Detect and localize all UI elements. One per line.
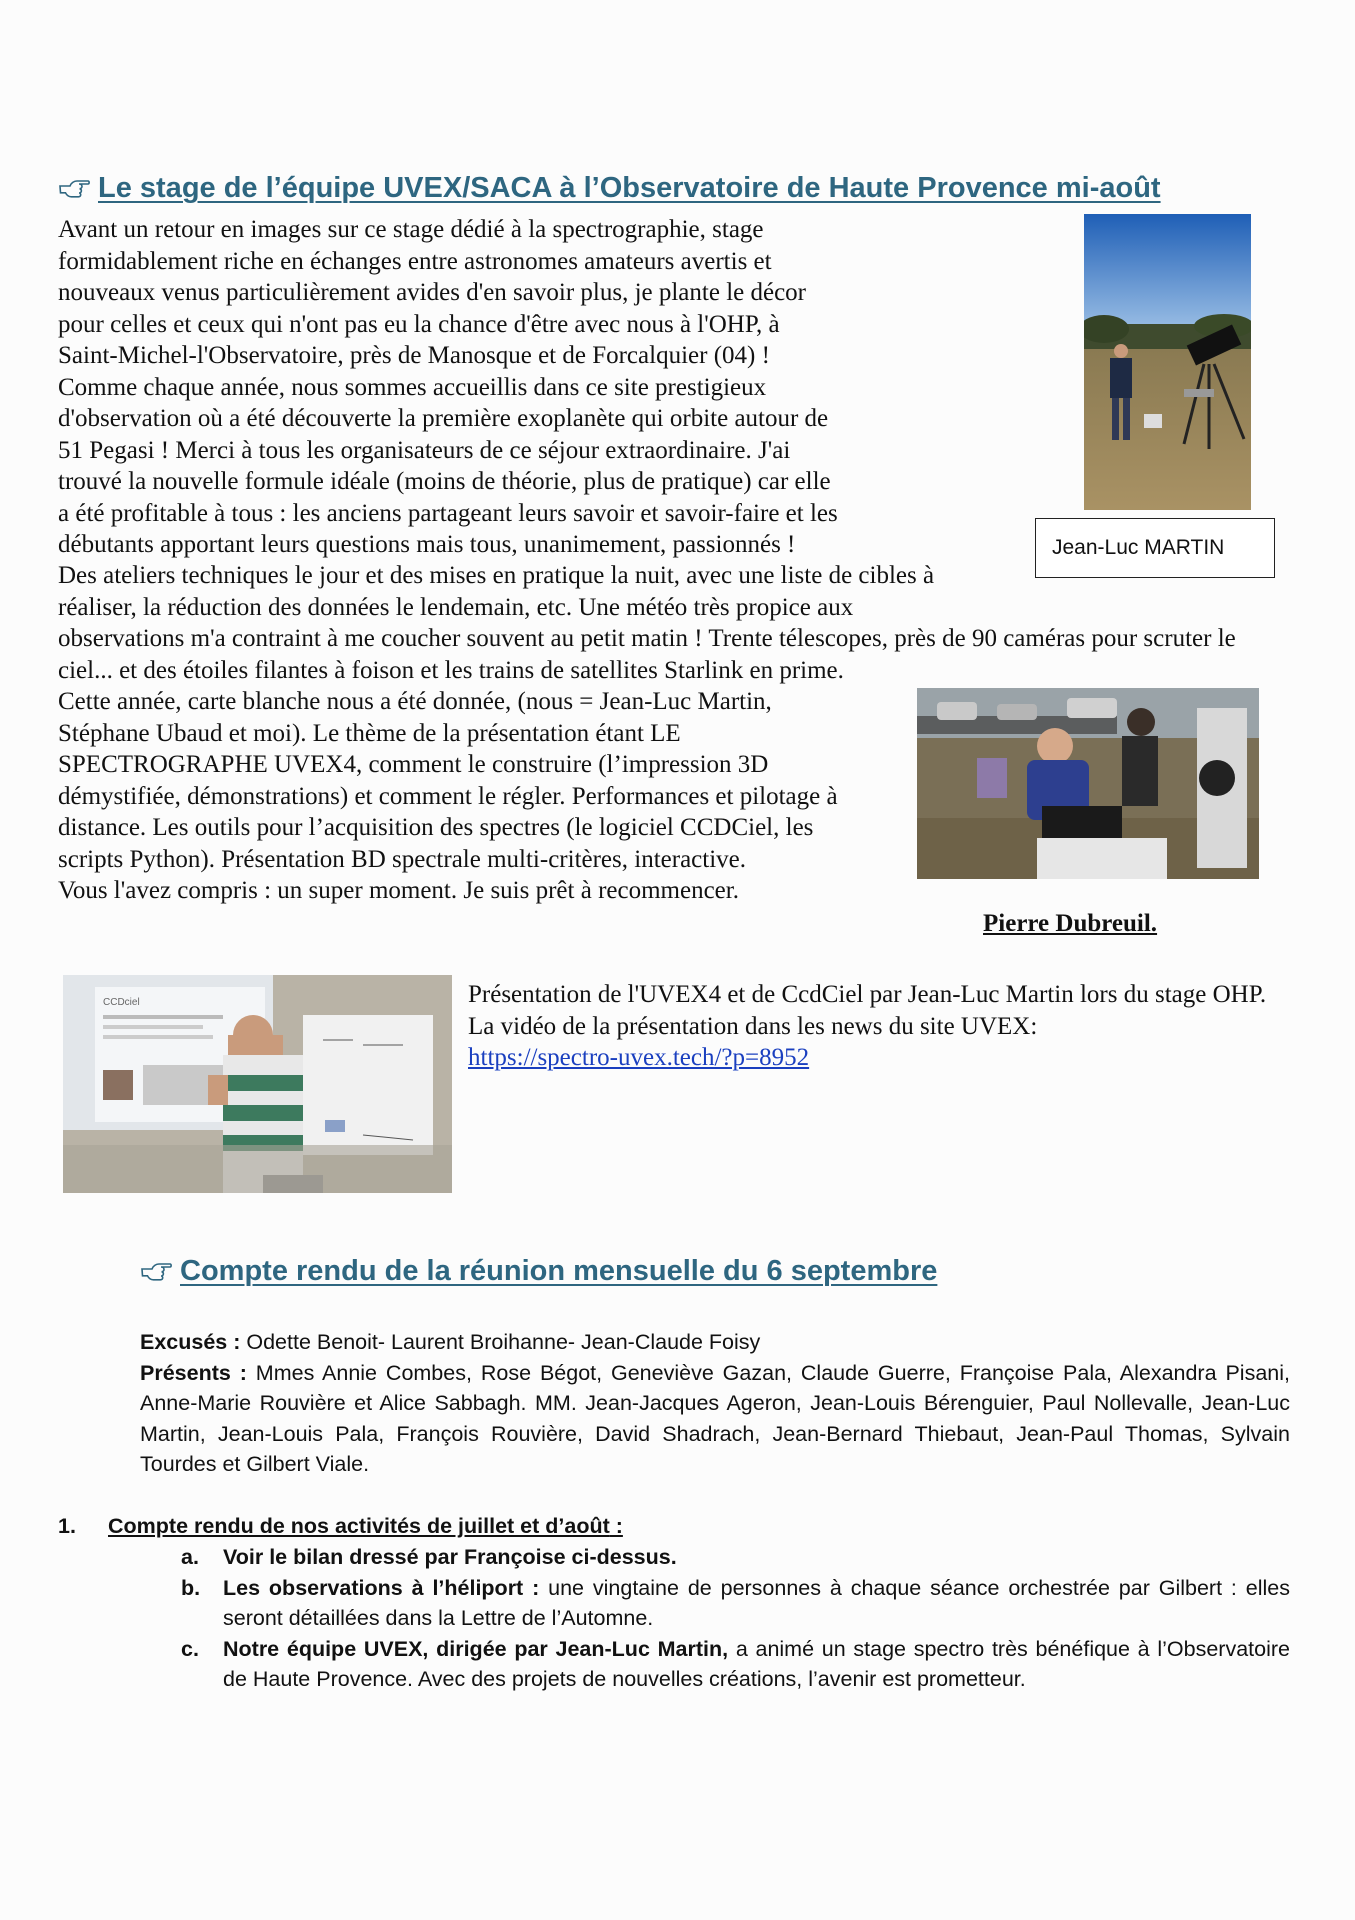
photo1-caption: Jean-Luc MARTIN	[1035, 518, 1275, 578]
sublist-letter: b.	[181, 1575, 201, 1600]
presentation-link[interactable]: https://spectro-uvex.tech/?p=8952	[468, 1044, 810, 1071]
author-signature: Pierre Dubreuil.	[983, 910, 1158, 937]
article-text-top	[58, 214, 1068, 579]
presentation-text: Présentation de l'UVEX4 et de CcdCiel par Jean-Luc Martin lors du stage OHP. La vidéo de la présentation dans les news du site UVEX:	[468, 981, 1267, 1040]
list-title-suffix: :	[609, 1514, 623, 1538]
section2-heading	[140, 1255, 937, 1288]
attendance-block	[140, 1327, 1290, 1480]
paragraph-3: Des ateliers techniques le jour et des mises en pratique la nuit, avec une liste de cibles à réaliser, la réduction des données le lendemain, etc. Une météo très propice aux observations m'a contraint à me coucher souvent au petit matin ! Trente télescopes, près de 90 caméras pour scruter le ciel... et des étoiles filantes à foison et les trains de satellites Starlink en prime.	[58, 562, 1236, 684]
section2-title: Compte rendu de la réunion mensuelle du 6 septembre	[180, 1255, 938, 1287]
list-number: 1.	[58, 1514, 76, 1538]
excuses-names: Odette Benoit- Laurent Broihanne- Jean-Claude Foisy	[240, 1330, 761, 1354]
sublist-item-b	[181, 1573, 1290, 1634]
excuses-line	[140, 1327, 1290, 1358]
paragraph-1: Avant un retour en images sur ce stage dédié à la spectrographie, stage formidablement riche en échanges entre astronomes amateurs avertis et nouveaux venus particulièrement avides d'en savoir plus, je plante le décor pour celles et ceux qui n'ont pas eu la chance d'être avec nous à l'OHP, à Saint-Michel-l'Observatoire, près de Manosque et de Forcalquier (04) !	[58, 216, 806, 369]
sublist-text: a animé un stage spectro très bénéfique à l’Observatoire de Haute Provence. Avec des projets de nouvelles créations, l’avenir est prometteur.	[223, 1636, 1290, 1691]
sublist	[181, 1542, 1290, 1695]
section1-heading	[58, 172, 1161, 205]
photo-laptop-session	[917, 688, 1259, 879]
sublist-letter: c.	[181, 1636, 199, 1661]
article-text-mid	[58, 560, 1268, 686]
article-text-lower	[58, 686, 858, 907]
presents-line	[140, 1358, 1290, 1480]
pointing-hand-icon	[58, 178, 90, 200]
list-title: Compte rendu de nos activités de juillet et d’août	[108, 1514, 610, 1538]
presents-label: Présents :	[140, 1360, 247, 1385]
paragraph-5: Vous l'avez compris : un super moment. Je suis prêt à recommencer.	[58, 877, 739, 904]
sublist-bold: Les observations à l’héliport :	[223, 1575, 540, 1600]
presentation-caption	[468, 979, 1288, 1074]
sublist-text: une vingtaine de personnes à chaque séance orchestrée par Gilbert : elles seront détaillées dans la Lettre de l’Automne.	[223, 1575, 1290, 1630]
pointing-hand-icon	[140, 1261, 172, 1283]
excuses-label: Excusés :	[140, 1330, 241, 1354]
section1-title: Le stage de l’équipe UVEX/SACA à l’Observatoire de Haute Provence mi-août	[98, 172, 1161, 204]
presents-names: Mmes Annie Combes, Rose Bégot, Geneviève Gazan, Claude Guerre, Françoise Pala, Alexandra Pisani, Anne-Marie Rouvière et Alice Sabbagh. MM. Jean-Jacques Ageron, Jean-Louis Bérenguier, Paul Nollevalle, Jean-Luc Martin, Jean-Louis Pala, François Rouvière, David Shadrach, Jean-Bernard Thiebaut, Jean-Paul Thomas, Sylvain Tourdes et Gilbert Viale.	[140, 1360, 1290, 1476]
sublist-letter: a.	[181, 1545, 199, 1569]
photo-telescope-observer	[1084, 214, 1251, 510]
paragraph-4: Cette année, carte blanche nous a été donnée, (nous = Jean-Luc Martin, Stéphane Ubaud et moi). Le thème de la présentation étant LE SPECTROGRAPHE UVEX4, comment le construire (l’impression 3D démystifiée, démonstrations) et comment le régler. Performances et pilotage à distance. Les outils pour l’acquisition des spectres (le logiciel CCDCiel, les scripts Python). Présentation BD spectrale multi-critères, interactive.	[58, 688, 838, 873]
slide-title: CCDciel	[103, 997, 140, 1008]
paragraph-2: Comme chaque année, nous sommes accueillis dans ce site prestigieux d'observation où a été découverte la première exoplanète qui orbite autour de 51 Pegasi ! Merci à tous les organisateurs de ce séjour extraordinaire. J'ai trouvé la nouvelle formule idéale (moins de théorie, plus de pratique) car elle a été profitable à tous : les anciens partageant leurs savoir et savoir-faire et les débutants apportant leurs questions mais tous, unanimement, passionnés !	[58, 373, 838, 558]
sublist-item-a	[181, 1542, 1290, 1573]
sublist-bold: Notre équipe UVEX, dirigée par Jean-Luc Martin,	[223, 1636, 729, 1661]
sublist-bold: Voir le bilan dressé par Françoise ci-dessus.	[223, 1545, 677, 1569]
photo-presentation	[63, 975, 452, 1193]
sublist-item-c	[181, 1634, 1290, 1695]
list-item-1	[58, 1511, 1288, 1542]
